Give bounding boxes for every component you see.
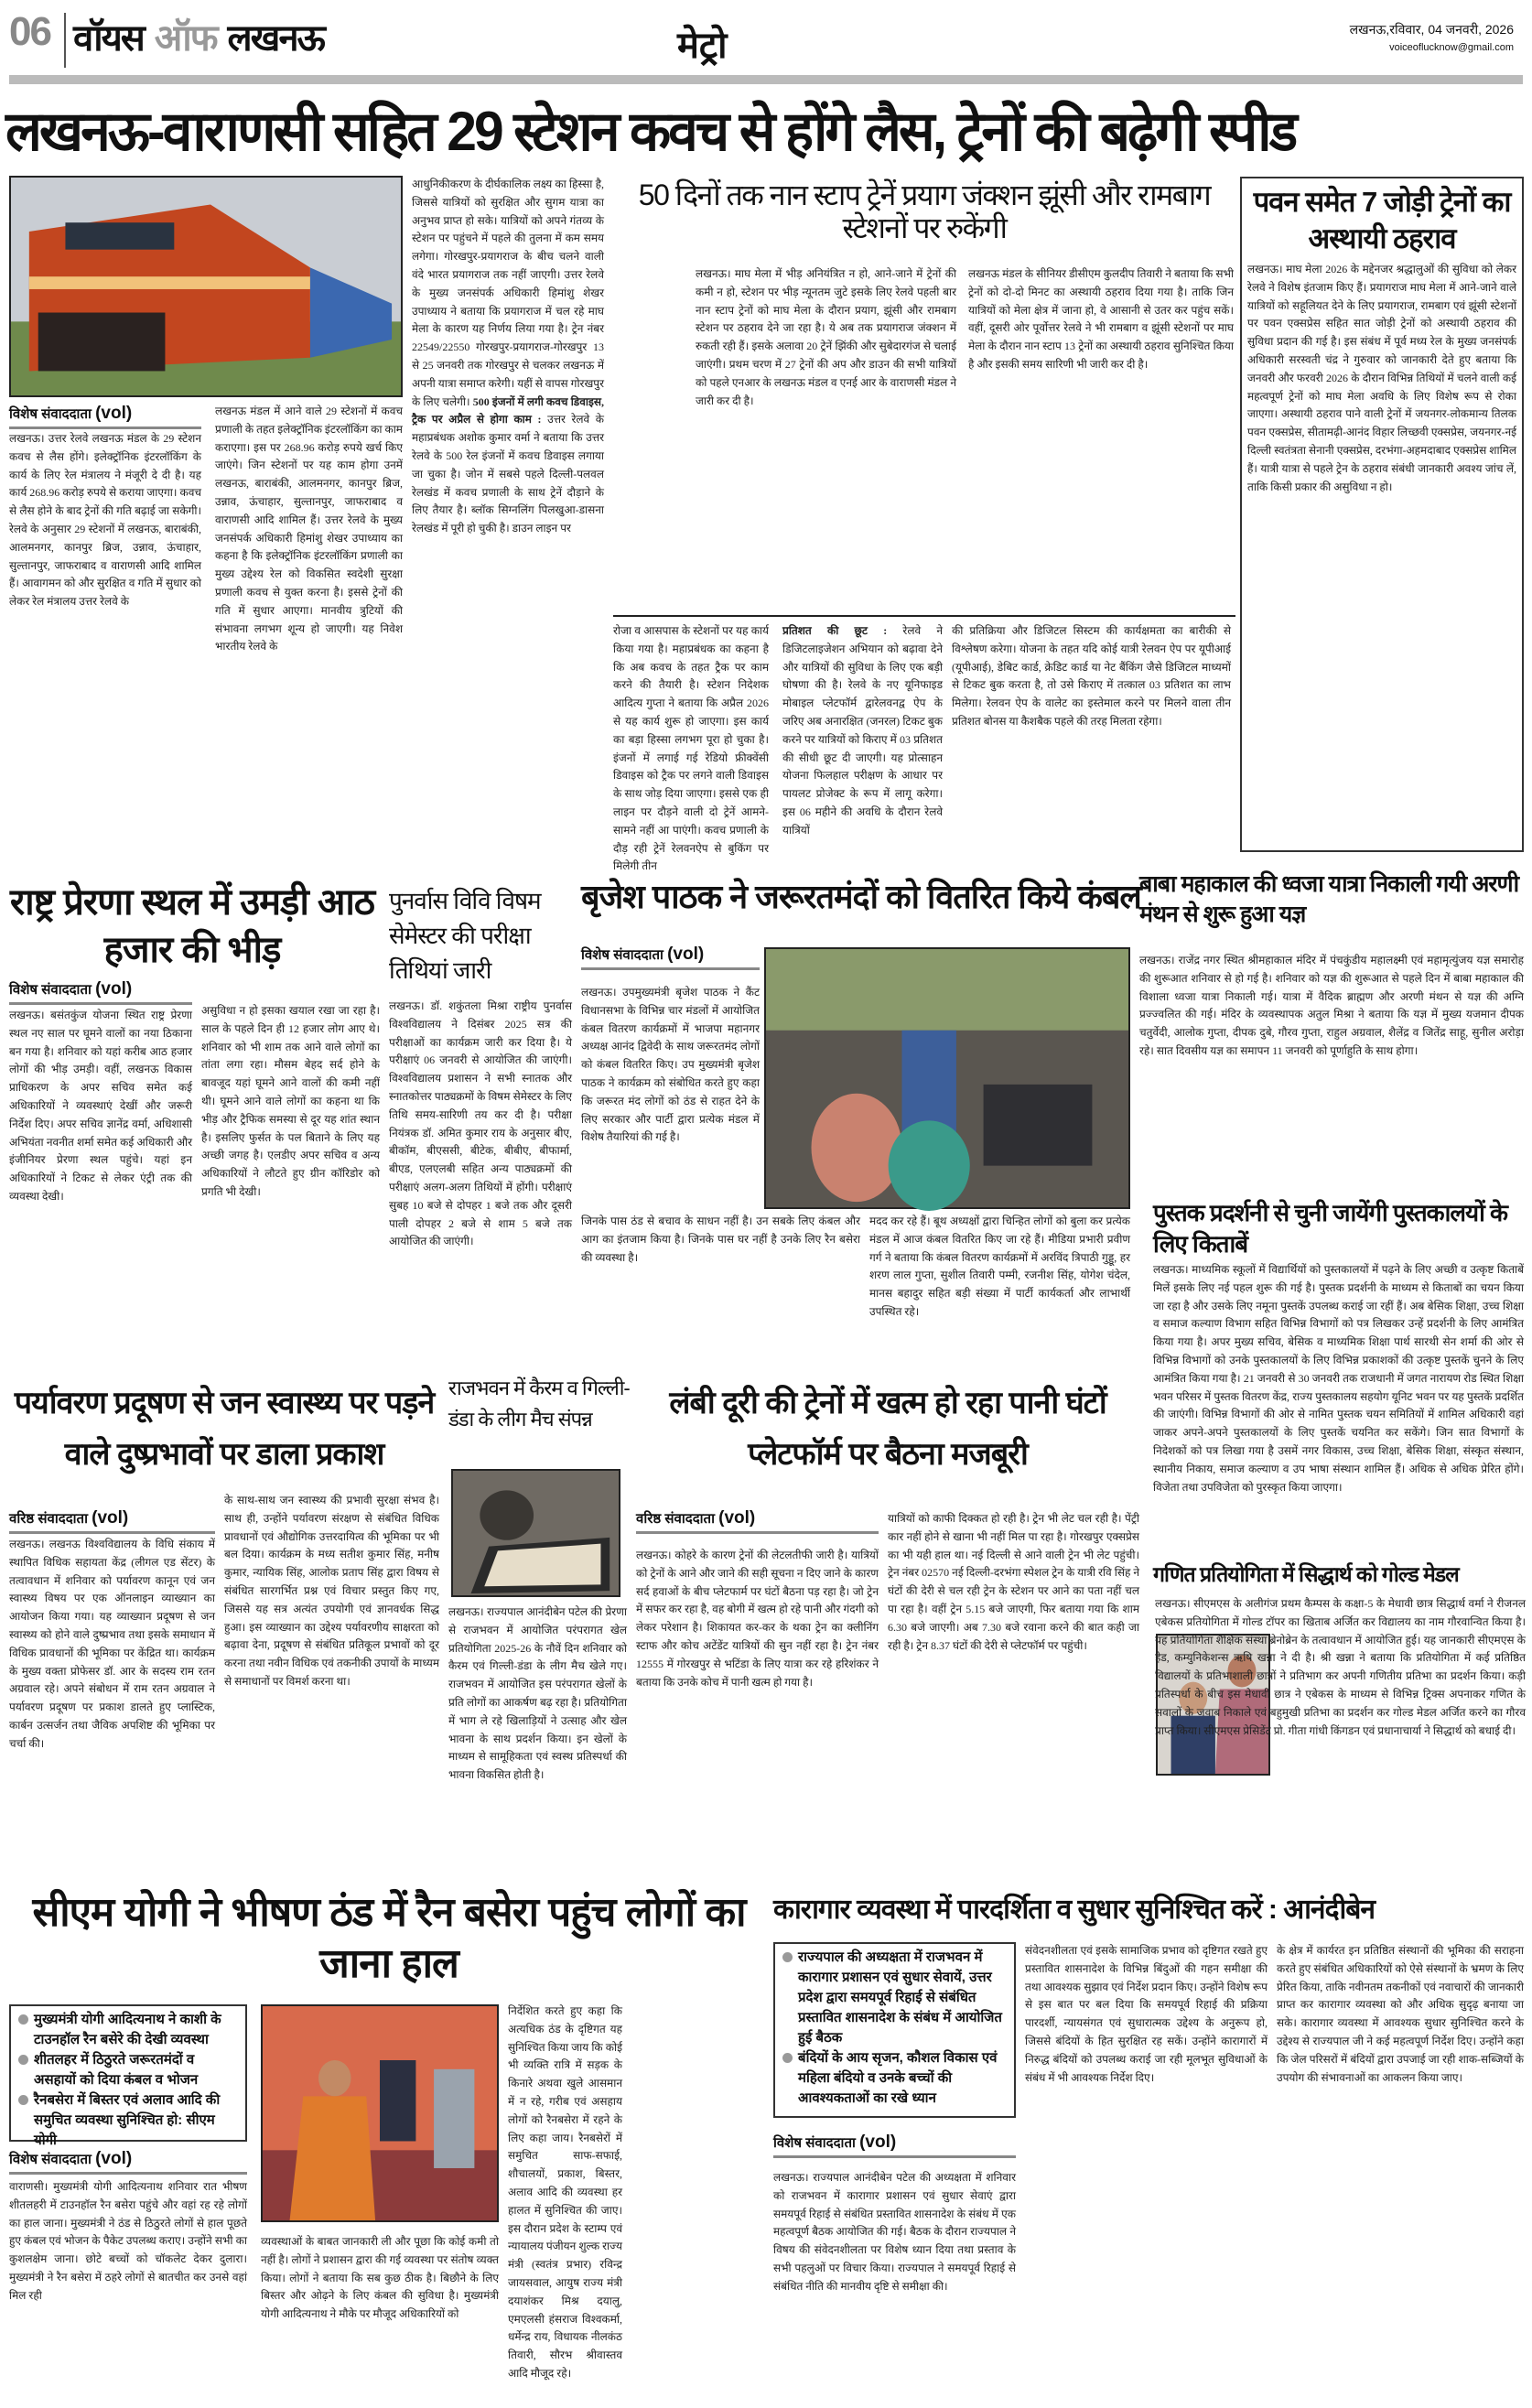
prayag-headline: 50 दिनों तक नान स्टाप ट्रेनें प्रयाग जंक्शन झूंसी और रामबाग स्टेशनों पर रुकेंगी xyxy=(638,178,1211,244)
prerna-byline: विशेष संवाददाता (vol) xyxy=(9,979,192,1005)
bullet-icon xyxy=(782,1952,793,1962)
masthead xyxy=(9,9,1523,73)
logo-word-2: ऑफ xyxy=(154,17,217,59)
prerna-col-2: असुविधा न हो इसका खयाल रखा जा रहा है। साल के पहले दिन ही 12 हजार लोग आए थे। शनिवार को भी शाम तक आने वाले लोगों का तांता लगा रहा। मौसम बेहद सर्द होने के बावजूद यहां घूमने आने वालों की कमी नहीं थी। घूमने आने वाले लोगों का कहना था कि भीड़ और ट्रैफिक समस्या से दूर यह शांत स्थान है। इसलिए फुर्सत के पल बिताने के लिए यह अच्छी जगह है। एलडीए अपर सचिव व अन्य अधिकारियों ने लौटते हुए ग्रीन कॉरिडोर को प्रगति भी देखी। xyxy=(201,1004,380,1198)
dateline xyxy=(1350,20,1514,57)
siddharth-body: लखनऊ। सीएमएस के अलीगंज प्रथम कैम्पस के कक्षा-5 के मेधावी छात्र सिद्धार्थ वर्मा ने रीजनल एबेकस प्रतियोगिता में गोल्ड टॉपर का खिताब अर्जित कर विद्यालय का नाम गौरवान्वित किया है। यह प्रतियोगिता शैक्षिक संस्था ब्रेनोब्रेन के तत्वावधान में आयोजित हुई। यह जानकारी सीएमएस के हेड, कम्युनिकेशन्स ऋषि खन्ना ने दी है। श्री खन्ना ने बताया कि प्रतियोगिता में कई प्रतिष्ठित विद्यालयों के प्रतिभाशाली छात्रों ने प्रतिभाग कर अपनी गणितीय प्रतिभा का प्रदर्शन किया। कड़ी प्रतिस्पर्धा के बीच इस मेधावी छात्र ने एबेकस के माध्यम से विभिन्न ट्रिक्स अपनाकर गणित के सवालों के जवाब निकाले एवं बहुमुखी प्रतिभा का प्रदर्शन कर गोल्ड मेडल अर्जित करने का गौरव प्राप्त किया। सीएमएस प्रेसिडेंट प्रो. गीता गांधी किंगडन एवं प्रधानाचार्या ने सिद्धार्थ को बधाई दी। xyxy=(1155,1597,1526,1737)
siddharth-headline: गणित प्रतियोगिता में सिद्धार्थ को गोल्ड मेडल xyxy=(1153,1562,1459,1586)
masthead-divider xyxy=(64,13,66,68)
karagar-headline: कारागार व्यवस्था में पारदर्शिता व सुधार सुनिश्चित करें : आनंदीबेन xyxy=(773,1895,1376,1925)
section-name: मेट्रो xyxy=(677,25,728,67)
karagar-highlight-item: राज्यपाल की अध्यक्षता में राजभवन में कारागार प्रशासन एवं सुधार सेवायें, उत्तर प्रदेश द्वारा समयपूर्व रिहाई से संबंधित प्रस्तावित शासनादेश के संबंध में आयोजित हुई बैठक xyxy=(782,1948,1007,2048)
brajesh-byline: विशेष संवाददाता (vol) xyxy=(581,945,760,970)
prerna-headline: राष्ट्र प्रेरणा स्थल में उमड़ी आठ हजार की भीड़ xyxy=(9,882,375,970)
yogi-col-3: निर्देशित करते हुए कहा कि अत्यधिक ठंड के दृष्टिगत यह सुनिश्चित किया जाय कि कोई भी व्यक्ति रात्रि में सड़क के किनारे अथवा खुले आसमान में न रहे, गरीब एवं असहाय लोगों को रैनबसेरा में रहने के लिए कहा जाय। रैनबसेरों में समुचित साफ-सफाई, शौचालयों, प्रकाश, बिस्तर, अलाव आदि की व्यवस्था हर हालत में सुनिश्चित की जाए। इस दौरान प्रदेश के स्टाम्प एवं न्यायालय पंजीयन शुल्क राज्य मंत्री (स्वतंत्र प्रभार) रविन्द्र जायसवाल, आयुष राज्य मंत्री दयाशंकर मिश्र दयालु, एमएलसी हंसराज विश्वकर्मा, धर्मेन्द्र राय, विधायक नीलकंठ तिवारी, सौरभ श्रीवास्तव आदि मौजूद रहे। xyxy=(508,2004,622,2380)
rain-basera-image-icon xyxy=(263,2006,497,2220)
email: voiceoflucknow@gmail.com xyxy=(1389,42,1514,53)
logo-word-3: लखनऊ xyxy=(227,17,324,59)
karagar-col-2: संवेदनशीलता एवं इसके सामाजिक प्रभाव को दृष्टिगत रखते हुए प्रस्तावित शासनादेश के विभिन्न बिंदुओं की गहन समीक्षा की तथा आवश्यक सुझाव एवं निर्देश प्रदान किए। उन्होंने विशेष रूप से इस बात पर बल दिया कि समयपूर्व रिहाई की प्रक्रिया पारदर्शी, न्यायसंगत एवं सुधारात्मक उद्देश्य के अनुरूप हो, जिससे बंदियों के हित सुरक्षित रह सकें। उन्होंने कारागारों में निरुद्ध बंदियों को उपलब्ध कराई जा रही मूलभूत सुविधाओं के संबंध में भी आवश्यक निर्देश दिए। xyxy=(1025,1944,1268,2084)
kavach-col-2: लखनऊ मंडल में आने वाले 29 स्टेशनों में कवच प्रणाली के तहत इलेक्ट्रॉनिक इंटरलॉकिंग का काम कराएगा। इस पर 268.96 करोड़ रुपये खर्च किए जाएंगे। जिन स्टेशनों पर यह काम होगा उनमें लखनऊ, बाराबंकी, आलमनगर, कानपुर ब्रिज, उन्नाव, ऊंचाहार, सुल्तानपुर, जाफराबाद व वाराणसी आदि शामिल हैं। उत्तर रेलवे के मुख्य जनसंपर्क अधिकारी हिमांशु शेखर उपाध्याय का कहना है कि इलेक्ट्रॉनिक इंटरलॉकिंग प्रणाली का मुख्य उद्देश्य रेल को विकसित स्वदेशी सुरक्षा प्रणाली कवच से युक्त करना है। इससे ट्रेनों की गति में सुधार आएगा। मानवीय त्रुटियों की संभावना लगभग शून्य हो जाएगी। यह निवेश भारतीय रेलवे के xyxy=(215,405,403,653)
prayag-col-4: की प्रतिक्रिया और डिजिटल सिस्टम की कार्यक्षमता का बारीकी से विश्लेषण करेगा। योजना के तहत यदि कोई यात्री रेलवन ऐप पर यूपीआई (यूपीआई), डेबिट कार्ड, क्रेडिट कार्ड या नेट बैंकिंग जैसे डिजिटल माध्यमों से टिकट बुक करता है, तो उसे किराए में तत्काल 03 प्रतिशत का लाभ मिलेगा। रेलवन ऐप के वालेट का इस्तेमाल करने पर मिलने वाला तीन प्रतिशत बोनस या कैशबैक पहले की तरह मिलता रहेगा। xyxy=(952,624,1231,728)
pawan-body: लखनऊ। माघ मेला 2026 के मद्देनजर श्रद्धालुओं की सुविधा को लेकर रेलवे ने विशेष इंतजाम किए हैं। प्रयागराज माघ मेला में आने-जाने वाले यात्रियों को सहूलियत देने के लिए प्रयागराज, रामबाग एवं झूंसी स्टेशनों पर पवन एक्सप्रेस सहित सात जोड़ी ट्रेनों को अस्थायी ठहराव की सुविधा प्रदान की गई है। इस संबंध में पूर्व मध्य रेल के मुख्य जनसंपर्क अधिकारी सरस्वती चंद्र ने गुरुवार को जानकारी देते हुए बताया कि जनवरी और फरवरी 2026 के दौरान विभिन्न तिथियों में चलने वाली कई महत्वपूर्ण ट्रेनों को माघ मेला अवधि के लिए विशेष रूप से रोका जाएगा। अस्थायी ठहराव पाने वाली ट्रेनों में जयनगर-लोकमान्य तिलक पवन एक्सप्रेस, सीतामढ़ी-आनंद विहार लिच्छवी एक्सप्रेस, जयनगर-नई दिल्ली स्वतंत्रता सेनानी एक्सप्रेस, दरभंगा-अहमदाबाद एक्सप्रेस शामिल हैं। यात्री यात्रा से पहले ट्रेन के ठहराव संबंधी जानकारी अवश्य जांच लें, ताकि किसी प्रकार की असुविधा न हो। xyxy=(1247,263,1516,493)
pawan-headline: पवन समेत 7 जोड़ी ट्रेनों का अस्थायी ठहराव xyxy=(1253,186,1511,254)
yogi-highlight-item: मुख्यमंत्री योगी आदित्यनाथ ने काशी के टाउनहॉल रैन बसेरे की देखी व्यवस्था xyxy=(18,2010,238,2050)
karagar-col-3: के क्षेत्र में कार्यरत इन प्रतिष्ठित संस्थानों की भूमिका की सराहना करते हुए संबंधित अधिकारियों को ऐसे संस्थानों के भ्रमण के लिए प्रेरित किया, ताकि नवीनतम तकनीकों एवं नवाचारों की जानकारी प्राप्त कर कारागार व्यवस्था को और अधिक सुदृढ़ बनाया जा सके। कारागार व्यवस्था में आवश्यक सुधार सुनिश्चित करने के उद्देश्य से राज्यपाल जी ने कई महत्वपूर्ण निर्देश दिए। उन्होंने कहा कि जेल परिसरों में बंदियों द्वारा उपजाई जा रही शाक-सब्जियों के उपयोग की संभावनाओं का आकलन किया जाए। xyxy=(1277,1944,1524,2084)
karagar-col-1: लखनऊ। राज्यपाल आनंदीबेन पटेल की अध्यक्षता में शनिवार को राजभवन में कारागार प्रशासन एवं सुधार सेवाएं द्वारा समयपूर्व रिहाई से संबंधित प्रस्तावित शासनादेश के संबंध में एक महत्वपूर्ण बैठक आयोजित की गई। बैठक के दौरान राज्यपाल ने विषय की संवेदनशीलता पर विशेष ध्यान दिया तथा प्रस्ताव के सभी पहलुओं पर विचार किया। राज्यपाल ने समयपूर्व रिहाई से संबंधित नीति की मानवीय दृष्टि से समीक्षा की। xyxy=(773,2171,1016,2293)
mahakal-body: लखनऊ। राजेंद्र नगर स्थित श्रीमहाकाल मंदिर में पंचकुंडीय महालक्ष्मी एवं महामृत्युंजय यज्ञ समारोह की शुरूआत शनिवार से हो गई है। शनिवार को यज्ञ की शुरूआत से पहले दिन में बाबा महाकाल की विशाला ध्वजा यात्रा निकाली गई। यात्रा में वैदिक ब्राह्मण और अरणी मंथन से यज्ञ की अग्नि प्रज्ज्वलित की गई। मंदिर के व्यवस्थापक अतुल मिश्रा ने बताया कि यज्ञ में मुख्य यजमान दीपक चतुर्वेदी, आलोक गुप्ता, दीपक दुबे, गौरव गुप्ता, राहुल अग्रवाल, शैलेंद्र व जितेंद्र साहू, सुनील अरोड़ा रहे। सात दिवसीय यज्ञ का समापन 11 जनवरी को पूर्णाहुति के साथ होगा। xyxy=(1139,954,1524,1057)
brajesh-headline: बृजेश पाठक ने जरूरतमंदों को वितरित किये कंबल xyxy=(581,878,1141,915)
punarvas-headline: पुनर्वास विवि विषम सेमेस्टर की परीक्षा तिथियां जारी xyxy=(389,887,541,984)
crowd-image-icon xyxy=(766,949,1128,1207)
yogi-highlight-item: शीतलहर में ठिठुरते जरूरतमंदों व असहायों को दिया कंबल व भोजन xyxy=(18,2050,238,2090)
page-number: 06 xyxy=(9,9,50,54)
karagar-byline: विशेष संवाददाता (vol) xyxy=(773,2133,1016,2158)
punarvas-body: लखनऊ। डॉ. शकुंतला मिश्रा राष्ट्रीय पुनर्वास विश्वविद्यालय ने दिसंबर 2025 सत्र की परीक्षाओं का कार्यक्रम जारी कर दिया है। ये परीक्षाएं 06 जनवरी से आयोजित की जाएंगी। विश्वविद्यालय प्रशासन ने सभी स्नातक और स्नातकोत्तर पाठ्यक्रमों के विषम सेमेस्टर के लिए तिथि समय-सारिणी तय कर दी है। परीक्षा नियंत्रक डॉ. अमित कुमार राय के अनुसार बीए, बीकॉम, बीएससी, बीटेक, बीबीए, बीफार्मा, बीएड, एलएलबी सहित अन्य पाठ्यक्रमों की परीक्षाएं अलग-अलग तिथियों में होंगी। परीक्षाएं सुबह 10 बजे से दोपहर 1 बजे तक और दूसरी पाली दोपहर 2 बजे से शाम 5 बजे तक आयोजित की जाएंगी। xyxy=(389,999,572,1248)
pani-headline: लंबी दूरी की ट्रेनों में खत्म हो रहा पानी घंटों प्लेटफॉर्म पर बैठना मजबूरी xyxy=(669,1386,1106,1472)
yogi-photo xyxy=(261,2004,499,2222)
train-photo xyxy=(9,176,403,397)
pani-col-2: यात्रियों को काफी दिक्कत हो रही है। ट्रेन भी लेट चल रही है। पेंट्री कार नहीं होने से खाना भी नहीं मिल पा रहा है। गोरखपुर एक्सप्रेस का भी यही हाल था। नई दिल्ली से आने वाली ट्रेन भी लेट पहुंची। ट्रेन नंबर 02570 नई दिल्ली-दरभंगा स्पेशल ट्रेन के यात्री रवि सिंह ने घंटों की देरी से चल रही ट्रेन के स्टेशन पर आने का पता नहीं चल पा रहा है। वहीं ट्रेन 5.15 बजे जाएगी, फिर बताया गया कि शाम 6.30 बजे जाएगी। अब 7.30 बजे रवाना करने की बात कही जा रही है। ट्रेन 8.37 घंटों की देरी से प्लेटफॉर्म पर पहुंची। xyxy=(888,1512,1139,1652)
kavach-subhead: 500 इंजनों में लगी कवच डिवाइस, ट्रैक पर अप्रैल से होगा काम : xyxy=(412,394,605,427)
kavach-byline: विशेष संवाददाता (vol) xyxy=(9,404,201,429)
prerna-col-1: लखनऊ। बसंतकुंज योजना स्थित राष्ट्र प्रेरणा स्थल नए साल पर घूमने वालों का नया ठिकाना बन गया है। शनिवार को यहां करीब आठ हजार लोगों की भीड़ उमड़ी। वहीं, लखनऊ विकास प्राधिकरण के अपर सचिव समेत कई अधिकारियों ने व्यवस्थाएं देखीं और जरूरी निर्देश दिए। अपर सचिव ज्ञानेंद्र वर्मा, अधिशासी अभियंता नवनीत शर्मा समेत कई अधिकारी और इंजीनियर प्रेरणा स्थल पहुंचे। यहां इन अधिकारियों ने टिकट से लेकर एंट्री तक की व्यवस्था देखी। xyxy=(9,1009,192,1203)
pani-byline: वरिष्ठ संवाददाता (vol) xyxy=(636,1508,879,1534)
pani-col-1: लखनऊ। कोहरे के कारण ट्रेनों की लेटलतीफी जारी है। यात्रियों को ट्रेनों के आने और जाने की सही सूचना न दिए जाने के कारण सर्द हवाओं के बीच प्लेटफार्म पर घंटों बैठना पड़ रहा है। जो ट्रेन में सफर कर रहा है, वह बोगी में खत्म हो रहे पानी और गंदगी को लेकर परेशान है। शिकायत कर-कर के थका ट्रेन का क्लीनिंग स्टाफ और कोच अटेंडेंट यात्रियों की सुन नहीं रहा है। ट्रेन नंबर 12555 में गोरखपुर से भटिंडा के लिए यात्रा कर रहे हरिशंकर ने बताया कि उनके कोच में पानी खत्म हो गया है। xyxy=(636,1549,879,1689)
paryavaran-headline: पर्यावरण प्रदूषण से जन स्वास्थ्य पर पड़ने वाले दुष्प्रभावों पर डाला प्रकाश xyxy=(14,1386,435,1472)
bullet-icon xyxy=(18,2014,28,2025)
yogi-highlight-item: रैनबसेरा में बिस्तर एवं अलाव आदि की समुचित व्यवस्था सुनिश्चित हो: सीएम योगी xyxy=(18,2090,238,2151)
pustak-body: लखनऊ। माध्यमिक स्कूलों में विद्यार्थियों को पुस्तकालयों में पढ़ने के लिए अच्छी व उत्कृष्ट किताबें मिलें इसके लिए नई पहल शुरू की गई है। पुस्तक प्रदर्शनी के माध्यम से किताबों का चयन किया जा रहा है और उसके लिए नमूना पुस्तकें उपलब्ध कराई जा रहीं हैं। अब बेसिक शिक्षा, उच्च शिक्षा व समाज कल्याण विभाग सहित विभिन्न विभागों को पत्र लिखकर उन्हें प्रदर्शनी के लिए आमंत्रित किया गया है। अपर मुख्य सचिव, बेसिक व माध्यमिक शिक्षा पार्थ सारथी सेन शर्मा की ओर से विभिन्न विभागों को उनके पुस्तकालयों के लिए विभिन्न प्रकाशकों की उत्कृष्ट पुस्तकें चुनने के लिए आमंत्रित किया गया है। 21 जनवरी से 30 जनवरी तक राजधानी में जगत नारायण रोड स्थित शिक्षा भवन परिसर में पुस्तक वितरण केंद्र, राज्य पुस्तकालय सहयोग यूनिट भवन पर यह पुस्तकें प्रदर्शित की जाएंगी। विभिन्न विभागों की ओर से नामित पुस्तक चयन समितियों में शामिल अधिकारी वहां जाकर अपने-अपने पुस्तकालयों के लिए पुस्तकें चयनित कर सकेंगे। जिन सात विभागों के निदेशकों को पत्र लिखा गया है उसमें नगर विकास, उच्च शिक्षा, बेसिक शिक्षा, संस्कृत संस्थान, स्थानीय निकाय, समाज कल्याण व उप भाषा संस्थान शामिल हैं। अधिक से अधिक प्रेरित होंगे। विजेता तथा उपविजेता को पुरस्कृत किया जाएगा। xyxy=(1153,1263,1524,1494)
brajesh-col-1: लखनऊ। उपमुख्यमंत्री बृजेश पाठक ने कैंट विधानसभा के विभिन्न चार मंडलों में आयोजित कंबल वितरण कार्यक्रमों में भाजपा महानगर अध्यक्ष आनंद द्विवेदी के साथ जरूरतमंद लोगों को कंबल वितरित किए। उप मुख्यमंत्री बृजेश पाठक ने कार्यक्रम को संबोधित करते हुए कहा कि जरूरत मंद लोगों को ठंड से राहत देने के लिए सरकार और पार्टी द्वारा प्रत्येक मंडल में विशेष तैयारियां की गई है। xyxy=(581,986,760,1144)
paryavaran-col-2: के साथ-साथ जन स्वास्थ्य की प्रभावी सुरक्षा संभव है। साथ ही, उन्होंने पर्यावरण संरक्षण से संबंधित विधिक प्रावधानों एवं औद्योगिक उत्तरदायित्व की भूमिका पर भी बल दिया। कार्यक्रम के मध्य सतीश कुमार सिंह, मनीष कुमार, न्यायिक सिंह, आलोक प्रताप सिंह द्वारा विषय से संबंधित सारगर्भित प्रश्न एवं विचार प्रस्तुत किए गए, जिससे यह सत्र अत्यंत उपयोगी एवं ज्ञानवर्धक सिद्ध हुआ। इस व्याख्यान का उद्देश्य पर्यावरणीय साक्षरता को बढ़ावा देना, प्रदूषण से संबंधित प्रतिकूल प्रभावों को दूर करना तथा नवीन विधिक एवं तकनीकी उपायों के माध्यम से समाधानों पर विमर्श करना था। xyxy=(224,1494,439,1688)
bullet-icon xyxy=(18,2095,28,2105)
prayag-rule xyxy=(613,615,1235,617)
yogi-byline: विशेष संवाददाता (vol) xyxy=(9,2149,247,2175)
yogi-headline: सीएम योगी ने भीषण ठंड में रैन बसेरा पहुंच लोगों का जाना हाल xyxy=(32,1890,746,1986)
bullet-icon xyxy=(782,2053,793,2063)
train-image-icon xyxy=(11,178,401,395)
logo-word-1: वॉयस xyxy=(73,17,144,59)
kavach-col-3: आधुनिकीकरण के दीर्घकालिक लक्ष्य का हिस्सा है, जिससे यात्रियों को सुरक्षित और सुगम यात्रा का अनुभव प्राप्त हो सके। यात्रियों को अपने गंतव्य के स्टेशन पर पहुंचने में पहले की तुलना में कम समय लगेगा। गोरखपुर-प्रयागराज के बीच चलने वाली वंदे भारत प्रयागराज तक नहीं जाएगी। उत्तर रेलवे के मुख्य जनसंपर्क अधिकारी हिमांशु शेखर उपाध्याय ने बताया कि प्रयागराज में चल रहे माघ मेला के कारण यह निर्णय लिया गया है। ट्रेन नंबर 22549/22550 गोरखपुर-प्रयागराज-गोरखपुर 13 से 25 जनवरी तक गोरखपुर से चलकर लखनऊ में अपनी यात्रा समाप्त करेगी। यहीं से वापस गोरखपुर के लिए चलेगी। 500 इंजनों में लगी कवच डिवाइस, ट्रैक पर अप्रैल से होगा काम : उत्तर रेलवे के महाप्रबंधक अशोक कुमार वर्मा ने बताया कि उत्तर रेलवे के 500 रेल इंजनों में कवच डिवाइस लगाया जा चुका है। जोन में सबसे पहले दिल्ली-पलवल रेलखंड में कवच प्रणाली के साथ ट्रेनें दौड़ाने के लिए तैयार है। ब्लॉक सिग्नलिंग पिलखुआ-डासना रेलखंड में पूरी हो चुकी है। डाउन लाइन पर xyxy=(412,178,605,535)
karagar-highlight-item: बंदियों के आय सृजन, कौशल विकास एवं महिला बंदियो व उनके बच्चों की आवश्यकताओं का रखे ध्यान xyxy=(782,2048,1007,2109)
paryavaran-byline: वरिष्ठ संवाददाता (vol) xyxy=(9,1508,215,1534)
karagar-highlights xyxy=(773,1942,1016,2118)
yogi-highlights xyxy=(9,2004,247,2148)
carrom-image-icon xyxy=(453,1471,619,1595)
prayag-col-2: लखनऊ मंडल के सीनियर डीसीएम कुलदीप तिवारी ने बताया कि सभी ट्रेनों को दो-दो मिनट का अस्थायी ठहराव दिया गया है। ताकि जिन यात्रियों को मेला क्षेत्र में जाना हो, वे आसानी से उतर कर पहुंच सकें। वहीं, दूसरी ओर पूर्वोत्तर रेलवे ने भी रामबाग व झूंसी स्टेशनों पर माघ मेला के दौरान नान स्टाप 13 ट्रेनों का अस्थायी ठहराव सुनिश्चित किया है और इसकी समय सारिणी भी जारी कर दी है। xyxy=(968,267,1234,371)
blanket-distribution-photo xyxy=(764,947,1130,1209)
mahakal-headline: बाबा महाकाल की ध्वजा यात्रा निकाली गयी अरणी मंथन से शुरू हुआ यज्ञ xyxy=(1139,871,1519,927)
pawan-box xyxy=(1240,177,1524,852)
yogi-col-2: व्यवस्थाओं के बाबत जानकारी ली और पूछा कि कोई कमी तो नहीं है। लोगों ने प्रशासन द्वारा की गई व्यवस्था पर संतोष व्यक्त किया। लोगों ने बताया कि सब कुछ ठीक है। बिछौने के लिए बिस्तर और ओढ़ने के लिए कंबल की सुविधा है। मुख्यमंत्री योगी आदित्यनाथ ने मौके पर मौजूद अधिकारियों को xyxy=(261,2235,499,2321)
rajbhavan-body: लखनऊ। राज्यपाल आनंदीबेन पटेल की प्रेरणा से राजभवन में आयोजित परंपरागत खेल प्रतियोगिता 2025-26 के नौवें दिन शनिवार को कैरम एवं गिल्ली-डंडा के लीग मैच खेले गए। राजभवन में आयोजित इस परंपरागत खेलों के प्रति लोगों का आकर्षण बढ़ रहा है। प्रतियोगिता में भाग ले रहे खिलाड़ियों ने उत्साह और खेल भावना के साथ प्रदर्शन किया। इन खेलों के माध्यम से सामूहिकता एवं स्वस्थ प्रतिस्पर्धा की भावना विकसित होती है। xyxy=(448,1605,627,1782)
date: लखनऊ,रविवार, 04 जनवरी, 2026 xyxy=(1349,22,1514,37)
yogi-col-1: वाराणसी। मुख्यमंत्री योगी आदित्यनाथ शनिवार रात भीषण शीतलहरी में टाउनहॉल रैन बसेरा पहुंचे और वहां रह रहे लोगों का हाल जाना। मुख्यमंत्री ने ठंड से ठिठुरते लोगों से हाल पूछते हुए कंबल एवं भोजन के पैकेट उपलब्ध कराए। उन्होंने सभी का कुशलक्षेम जाना। छोटे बच्चों को चॉकलेट देकर दुलारा। मुख्यमंत्री ने रैन बसेरा में ठहरे लोगों से बातचीत कर उनसे वहां मिल रही xyxy=(9,2180,247,2302)
masthead-rule xyxy=(9,75,1523,84)
kavach-col-1: लखनऊ। उत्तर रेलवे लखनऊ मंडल के 29 स्टेशन कवच से लैस होंगे। इलेक्ट्रॉनिक इंटरलॉकिंग के कार्य के लिए रेल मंत्रालय ने मंजूरी दे दी है। यह कार्य 268.96 करोड़ रुपये से कराया जाएगा। कवच से लैस होने के बाद ट्रेनों की गति बढ़ाई जा सकेगी। रेलवे के अनुसार 29 स्टेशनों में लखनऊ, बाराबंकी, आलमनगर, कानपुर ब्रिज, उन्नाव, ऊंचाहार, सुल्तानपुर, जाफराबाद व वाराणसी आदि शामिल हैं। आवागमन को और सुरक्षित व गति में सुधार को लेकर रेल मंत्रालय उत्तर रेलवे के xyxy=(9,432,201,609)
kavach-col-4: रोजा व आसपास के स्टेशनों पर यह कार्य किया गया है। महाप्रबंधक का कहना है कि अब कवच के तहत ट्रैक पर काम करने की तैयारी है। स्टेशन निदेशक आदित्य गुप्ता ने बताया कि अप्रैल 2026 से यह कार्य शुरू हो जाएगा। इस कार्य का बड़ा हिस्सा लगभग पूरा हो चुका है। इंजनों में लगाई गई रेडियो फ्रीक्वेंसी डिवाइस को ट्रैक पर लगने वाली डिवाइस के साथ जोड़ दिया जाएगा। इससे एक ही लाइन पर दौड़ने वाली दो ट्रेनें आमने-सामने नहीं आ पाएंगी। कवच प्रणाली के दौड़ रही ट्रेनें रेलवनऐप से बुकिंग पर मिलेगी तीन xyxy=(613,624,769,873)
prayag-col-1: लखनऊ। माघ मेला में भीड़ अनियंत्रित न हो, आने-जाने में ट्रेनों की कमी न हो, स्टेशन पर भीड़ न्यूनतम जुटे इसके लिए रेलवे पहली बार नान स्टाप ट्रेनों को माघ मेला के दौरान प्रयाग, झूंसी और रामबाग स्टेशन पर ठहराव देने जा रहा है। ये अब तक प्रयागराज जंक्शन में रुकती रही हैं। इसके अलावा 20 ट्रेनें झिंकी और सुबेदारगंज से चलाई जाएंगी। प्रथम चरण में 27 ट्रेनों की अप और डाउन की सभी यात्रियों को पहले एनआर के लखनऊ मंडल व एनई आर के वाराणसी मंडल ने जारी कर दी है। xyxy=(696,267,956,407)
prayag-col-3: प्रतिशत की छूट : रेलवे ने डिजिटलाइजेशन अभियान को बढ़ावा देने और यात्रियों की सुविधा के लिए एक बड़ी घोषणा की है। रेलवे के नए यूनिफाइड मोबाइल प्लेटफॉर्म द्वारेलवनद्व ऐप के जरिए अब अनारक्षित (जनरल) टिकट बुक करने पर यात्रियों को किराए में 03 प्रतिशत की सीधी छूट दी जाएगी। यह प्रोत्साहन योजना फिलहाल परीक्षण के आधार पर पायलट प्रोजेक्ट के रूप में लागू करेगा। इस 06 महीने की अवधि के दौरान रेलवे यात्रियों xyxy=(782,624,943,837)
rajbhavan-headline: राजभवन में कैरम व गिल्ली-डंडा के लीग मैच संपन्न xyxy=(448,1377,630,1431)
paryavaran-col-1: लखनऊ। लखनऊ विश्वविद्यालय के विधि संकाय में स्थापित विधिक सहायता केंद्र (लीगल एड सेंटर) के तत्वावधान में शनिवार को पर्यावरण कानून एवं जन स्वास्थ्य विषय पर एक ऑनलाइन व्याख्यान का आयोजन किया गया। यह व्याख्यान प्रदूषण से जन स्वास्थ्य को होने वाले दुष्प्रभाव तथा इसके समाधान में विधिक प्रावधानों की भूमिका पर केंद्रित था। कार्यक्रम के मुख्य वक्ता प्रोफेसर डॉ. आर के सदस्य राम रतन अग्रवाल रहे। अपने संबोधन में राम रतन अग्रवाल ने पर्यावरण प्रदूषण पर प्रकाश डालते हुए प्लास्टिक, कार्बन उत्सर्जन तथा जैविक अपशिष्ट की भूमिका पर चर्चा की। xyxy=(9,1538,215,1750)
brajesh-col-1b: जिनके पास ठंड से बचाव के साधन नहीं है। उन सबके लिए कंबल और आग का इंतजाम किया है। जिनके पास घर नहीं है उनके लिए रैन बसेरा की व्यवस्था है। xyxy=(581,1215,860,1264)
bullet-icon xyxy=(18,2055,28,2065)
lead-headline: लखनऊ-वाराणसी सहित 29 स्टेशन कवच से होंगे लैस, ट्रेनों की बढ़ेगी स्पीड xyxy=(5,101,1296,162)
newspaper-logo xyxy=(73,11,324,61)
brajesh-col-2: मदद कर रहे हैं। बूथ अध्यक्षों द्वारा चिन्हित लोगों को बुला कर प्रत्येक मंडल में आज कंबल वितरित किए जा रहे हैं। मीडिया प्रभारी प्रवीण गर्ग ने बताया कि कंबल वितरण कार्यक्रमों में अरविंद त्रिपाठी गुड्डू, हर शरण लाल गुप्ता, सुशील तिवारी पम्मी, रजनीश सिंह, योगेश चंदेल, मानस बहादुर सहित बड़ी संख्या में पार्टी कार्यकर्ता और लाभार्थी उपस्थित रहे। xyxy=(869,1215,1130,1318)
carrom-photo xyxy=(451,1469,620,1597)
pustak-headline: पुस्तक प्रदर्शनी से चुनी जायेंगी पुस्तकालयों के लिए किताबें xyxy=(1153,1199,1507,1258)
